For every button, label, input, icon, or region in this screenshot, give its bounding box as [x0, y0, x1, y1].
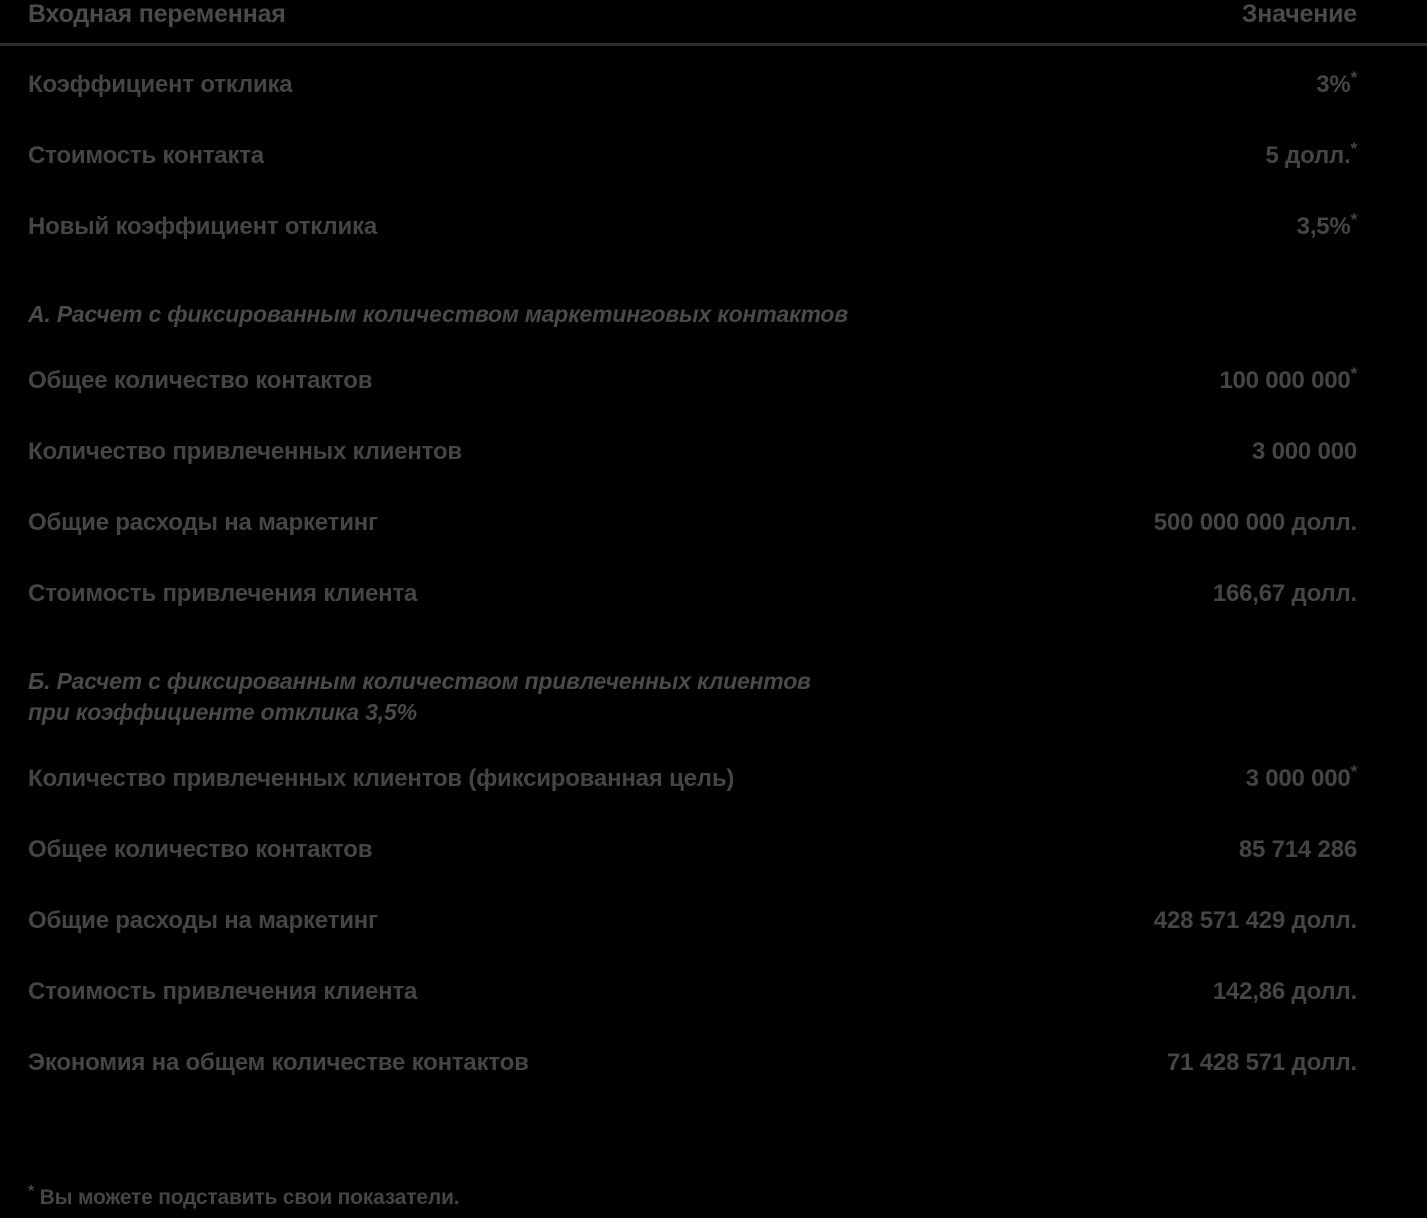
row-value: [1060, 484, 1427, 555]
footnote-text: Вы можете подставить свои показатели.: [34, 1186, 460, 1209]
table-row: [0, 342, 1427, 413]
row-label: Коэффициент отклика: [28, 71, 293, 98]
table-row: [0, 188, 1427, 259]
row-value-text: 3 000 000: [1245, 765, 1351, 793]
section-a-title-text: А. Расчет с фиксированным количеством маркетинговых контактов: [28, 301, 848, 327]
row-value-text: 3 000 000: [1252, 438, 1357, 466]
footnote-marker: *: [1350, 210, 1357, 229]
footnote-marker: *: [1350, 139, 1357, 158]
table-row: [0, 413, 1427, 484]
row-value-text: 71 428 571 долл.: [1166, 1049, 1357, 1077]
row-value: [1060, 811, 1427, 882]
table-header-row: [0, 0, 1427, 39]
bottom-spacer: [0, 1095, 1427, 1109]
row-value: [1060, 555, 1427, 626]
row-value: [1060, 188, 1427, 259]
table-row: [0, 484, 1427, 555]
section-b-title-line1: Б. Расчет с фиксированным количеством привлеченных клиентов: [28, 668, 811, 695]
row-label: Стоимость привлечения клиента: [28, 978, 418, 1006]
row-value-text: 100 000 000: [1219, 367, 1351, 395]
row-value-text: 428 571 429 долл.: [1153, 907, 1357, 935]
row-label: Количество привлеченных клиентов: [28, 438, 462, 466]
row-value-text: 142,86 долл.: [1212, 978, 1357, 1006]
section-b-title-line2: при коэффициенте отклика 3,5%: [28, 699, 417, 726]
row-value-text: 3%: [1316, 71, 1351, 98]
table-row: [0, 117, 1427, 188]
row-value-text: 3,5%: [1296, 213, 1351, 240]
section-a-title: [0, 259, 1427, 342]
row-value-text: 85 714 286: [1238, 836, 1357, 864]
row-label: Количество привлеченных клиентов (фиксированная цель): [28, 765, 735, 793]
row-value: [1060, 882, 1427, 953]
footnote-marker: *: [1350, 762, 1357, 782]
row-label: Общие расходы на маркетинг: [28, 907, 378, 935]
row-value-text: 166,67 долл.: [1212, 580, 1357, 608]
table-row: [0, 555, 1427, 626]
table-row: [0, 740, 1427, 811]
row-value: [1060, 1024, 1427, 1095]
row-value: [1060, 117, 1427, 188]
row-label: Новый коэффициент отклика: [28, 213, 377, 240]
row-label: Экономия на общем количестве контактов: [28, 1049, 529, 1077]
row-value-text: 5 долл.: [1265, 142, 1351, 169]
header-value: Значение: [1241, 0, 1357, 28]
row-label: Общие расходы на маркетинг: [28, 509, 378, 537]
table-row: [0, 45, 1427, 118]
row-value: [1060, 953, 1427, 1024]
table-row: [0, 811, 1427, 882]
table-row: [0, 882, 1427, 953]
row-value: [1060, 45, 1427, 118]
row-value: [1060, 342, 1427, 413]
footnote-marker: *: [1350, 68, 1357, 87]
table-row: [0, 1024, 1427, 1095]
section-b-title-block: [0, 626, 1427, 740]
row-value: [1060, 413, 1427, 484]
row-value: [1060, 740, 1427, 811]
header-variable: Входная переменная: [28, 0, 286, 28]
row-value-text: 500 000 000 долл.: [1153, 509, 1357, 537]
table-footnote: [28, 1183, 459, 1210]
row-label: Общее количество контактов: [28, 367, 373, 395]
row-label: Общее количество контактов: [28, 836, 373, 864]
row-label: Стоимость привлечения клиента: [28, 580, 418, 608]
row-label: Стоимость контакта: [28, 142, 264, 169]
footnote-marker: *: [1350, 364, 1357, 384]
footnote-star: *: [28, 1183, 35, 1200]
section-b-title: [0, 626, 1427, 740]
table-row: [0, 953, 1427, 1024]
